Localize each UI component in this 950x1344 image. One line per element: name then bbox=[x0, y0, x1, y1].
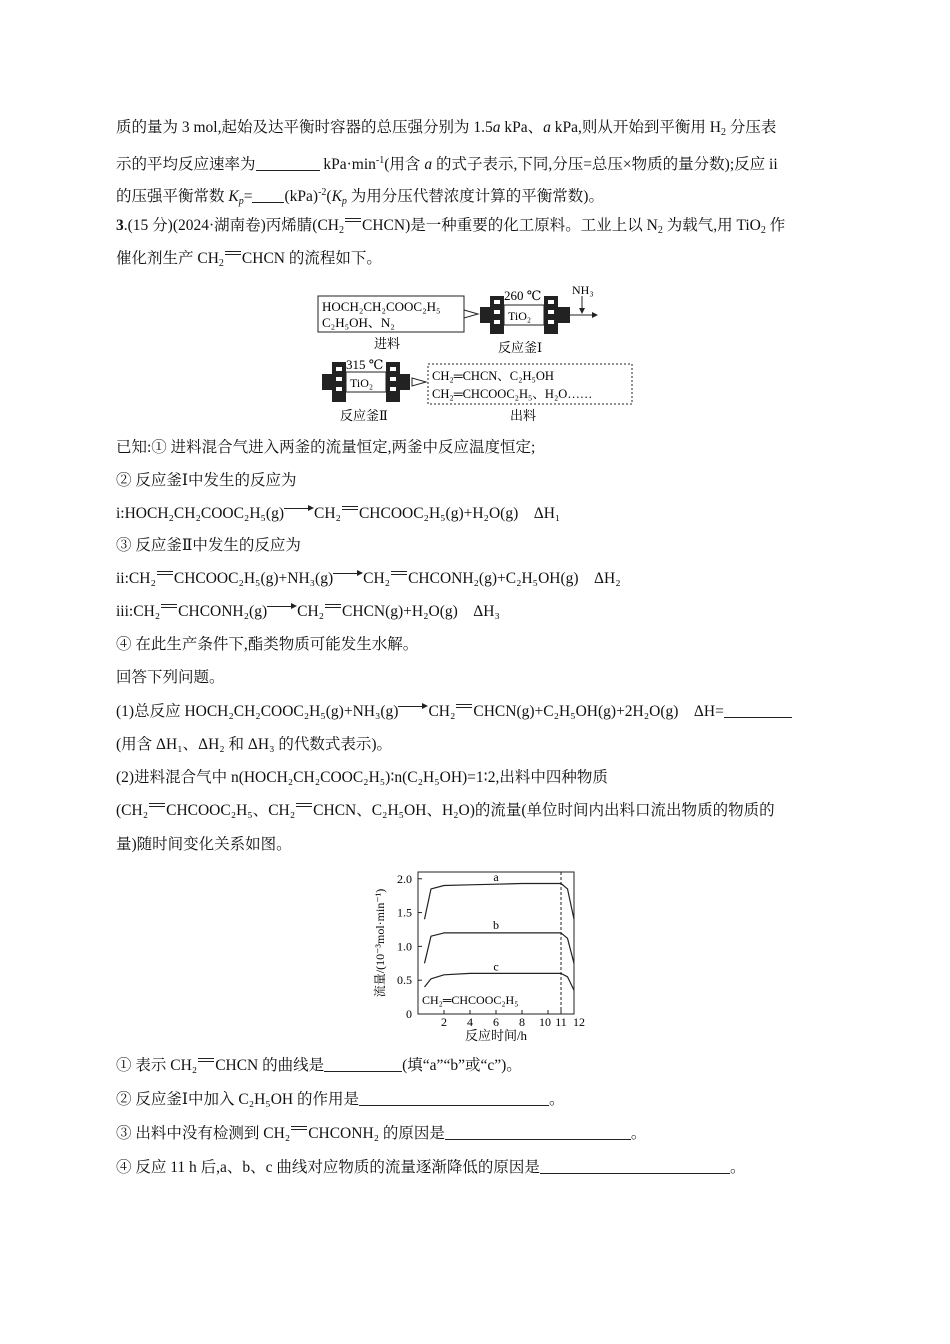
question-2-4: ④ 反应 11 h 后,a、b、c 曲线对应物质的流量逐渐降低的原因是 。 bbox=[116, 1159, 746, 1176]
text-line: 的压强平衡常数 $K_p= (kPa)^{-2}(K_p$ 为用分压代替浓度计算的平衡常数)。 bbox=[116, 187, 604, 207]
nh3-label: NH₃ bbox=[572, 283, 594, 297]
answer-blank[interactable] bbox=[540, 1157, 730, 1174]
text-line: ④ 在此生产条件下,酯类物质可能发生水解。 bbox=[116, 636, 419, 653]
answer-blank[interactable] bbox=[324, 1055, 402, 1072]
reactor-2-label: 反应釜Ⅱ bbox=[340, 408, 388, 423]
series-label-b: b bbox=[493, 917, 499, 932]
text-line: 质的量为 3 mol,起始及达平衡时容器的总压强分别为 1.5a kPa、a kPa,则从开始到平衡用 $H_2$ 分压表 bbox=[116, 119, 777, 138]
series-line-c bbox=[425, 973, 575, 990]
feed-line-1: HOCH₂CH₂COOC₂H₅ bbox=[322, 299, 441, 314]
process-flow-diagram bbox=[300, 282, 650, 428]
text-line: ③ 反应釜Ⅱ中发生的反应为 bbox=[116, 537, 301, 554]
flow-rate-chart bbox=[370, 864, 590, 1044]
y-tick-label: 1.5 bbox=[397, 905, 412, 920]
text-line: (用含 ΔH₁、ΔH₂ 和 ΔH₃ 的代数式表示)。 bbox=[116, 736, 393, 753]
temp-label-2: 315 ℃ bbox=[346, 357, 384, 372]
series-line-b bbox=[425, 933, 575, 963]
answer-blank[interactable] bbox=[359, 1089, 549, 1106]
text-line: (CH₂ CHCOOC₂H₅、CH₂ CHCN、C₂H₅OH、H₂O)的流量(单位时间内出料口流出物质的物质的 bbox=[116, 802, 775, 819]
output-label: 出料 bbox=[510, 408, 537, 423]
answer-blank[interactable] bbox=[256, 154, 320, 171]
y-tick-label: 1.0 bbox=[397, 939, 412, 954]
question-2: (2)进料混合气中 n(HOCH₂CH₂COOC₂H₅)∶n(C₂H₅OH)=1∶2,出料中四种物质 bbox=[116, 769, 608, 786]
equation-line: i:HOCH₂CH₂COOC₂H₅(g) CH₂ CHCOOC₂H₅(g)+H₂O(g) ΔH₁ bbox=[116, 505, 561, 522]
question-2-2: ② 反应釜Ⅰ中加入 C₂H₅OH 的作用是 。 bbox=[116, 1091, 565, 1108]
answer-blank[interactable] bbox=[252, 186, 284, 203]
feed-label: 进料 bbox=[374, 336, 401, 351]
x-tick-label: 12 bbox=[573, 1015, 585, 1029]
reactor-1-label: 反应釜Ⅰ bbox=[498, 340, 543, 355]
feed-line-2: C₂H₅OH、N₂ bbox=[322, 315, 395, 330]
output-line-2: CH₂═CHCOOC₂H₅、H₂O…… bbox=[432, 387, 593, 401]
series-line-a bbox=[425, 884, 575, 920]
answer-blank[interactable] bbox=[724, 701, 792, 718]
series-label-a: a bbox=[493, 870, 499, 885]
series-label-c: c bbox=[493, 959, 499, 974]
question-2-3: ③ 出料中没有检测到 CH₂ CHCONH₂ 的原因是 。 bbox=[116, 1125, 647, 1142]
text-line: 量)随时间变化关系如图。 bbox=[116, 836, 292, 853]
x-tick-label: 11 bbox=[555, 1015, 567, 1029]
question-header: 3.(15 分)(2024·湖南卷)丙烯腈($CH_2$ CHCN)是一种重要的化工原料。工业上以 $N_2$ 为载气,用 TiO$_2$ 作 bbox=[116, 217, 786, 236]
x-tick-label: 2 bbox=[441, 1015, 447, 1029]
catalyst-label: TiO₂ bbox=[350, 376, 374, 390]
equation-line: iii:CH₂ CHCONH₂(g) CH₂ CHCN(g)+H₂O(g) ΔH₃ bbox=[116, 603, 500, 620]
x-tick-label: 10 bbox=[539, 1015, 551, 1029]
output-line-1: CH₂═CHCN、C₂H₅OH bbox=[432, 369, 554, 383]
y-tick-label: 0 bbox=[406, 1007, 412, 1021]
text-line: 回答下列问题。 bbox=[116, 669, 225, 686]
text-line: 示的平均反应速率为 $kPa\cdot\min^{-1}$(用含 a 的式子表示,下同,分压=总压×物质的量分数);反应 ii bbox=[116, 155, 778, 173]
chart-annotation: CH₂═CHCOOC₂H₅ bbox=[422, 993, 519, 1007]
x-axis-label: 反应时间/h bbox=[464, 1028, 528, 1043]
question-1: (1)总反应 HOCH₂CH₂COOC₂H₅(g)+NH₃(g) CH₂ CHCN(g)+C₂H₅OH(g)+2H₂O(g) ΔH= bbox=[116, 701, 792, 723]
x-tick-label: 8 bbox=[519, 1015, 525, 1029]
catalyst-label: TiO₂ bbox=[508, 309, 532, 323]
text-line: 催化剂生产 $CH_2$ CHCN 的流程如下。 bbox=[116, 250, 382, 269]
question-2-1: ① 表示 CH₂ CHCN 的曲线是 (填“a”“b”或“c”)。 bbox=[116, 1057, 522, 1074]
y-tick-label: 2.0 bbox=[397, 871, 412, 886]
text-line: 已知:① 进料混合气进入两釜的流量恒定,两釜中反应温度恒定; bbox=[116, 439, 536, 456]
temp-label-1: 260 ℃ bbox=[504, 288, 542, 303]
x-tick-label: 6 bbox=[493, 1015, 499, 1029]
answer-blank[interactable] bbox=[445, 1123, 631, 1140]
text-line: ② 反应釜Ⅰ中发生的反应为 bbox=[116, 472, 297, 489]
x-tick-label: 4 bbox=[467, 1015, 473, 1029]
y-axis-label: 流量/(10⁻³mol·min⁻¹) bbox=[373, 888, 387, 998]
y-tick-label: 0.5 bbox=[397, 973, 412, 988]
equation-line: ii:CH₂ CHCOOC₂H₅(g)+NH₃(g) CH₂ CHCONH₂(g)+C₂H₅OH(g) ΔH₂ bbox=[116, 570, 621, 587]
